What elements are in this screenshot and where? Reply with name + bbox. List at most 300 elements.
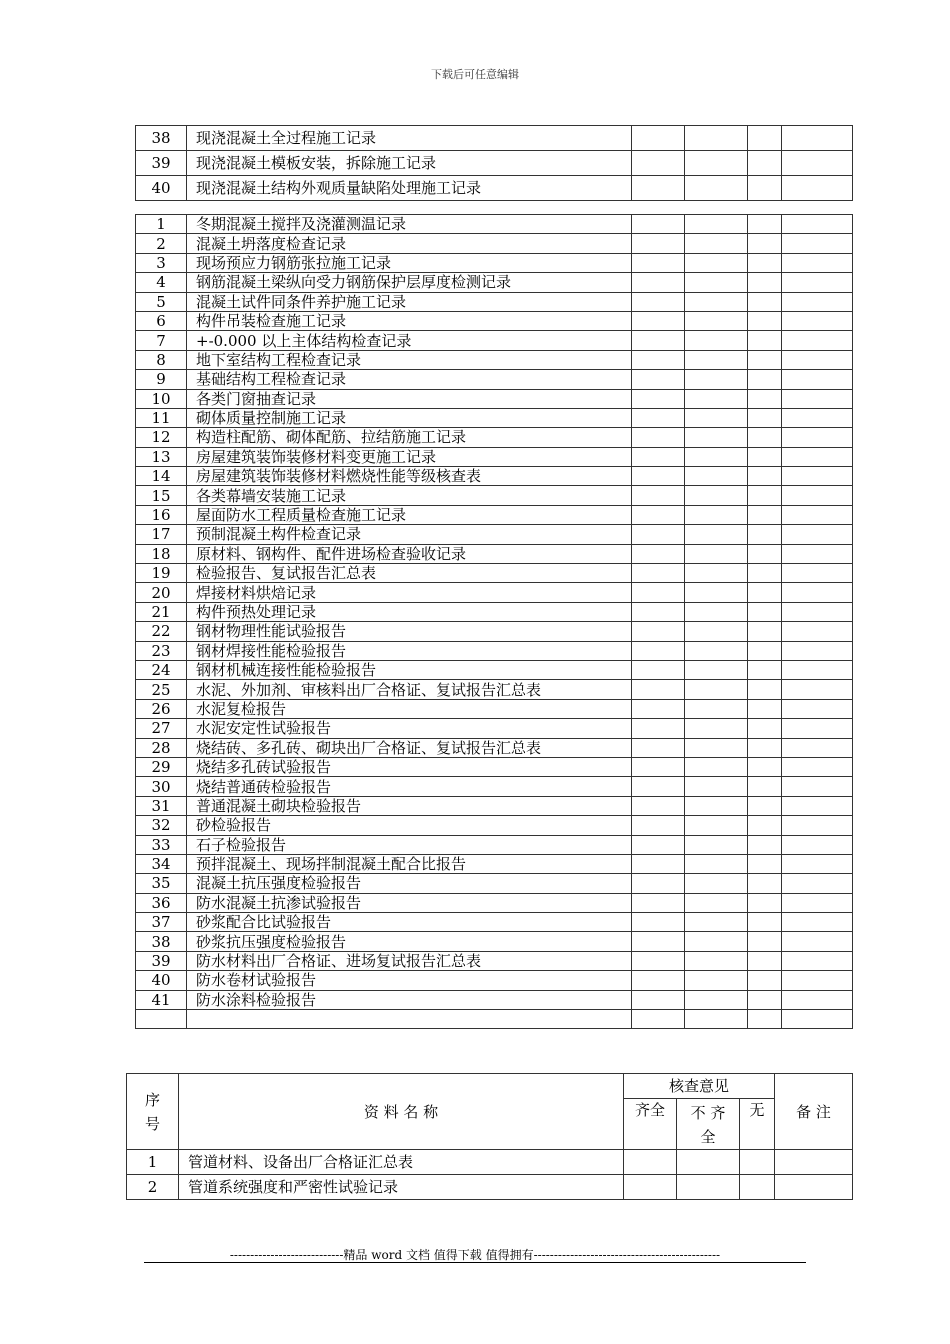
table-row (136, 874, 853, 893)
table-row (127, 1150, 853, 1175)
cell-remarks (782, 796, 853, 815)
cell-complete (632, 176, 685, 201)
row-name: 预拌混凝土、现场拌制混凝土配合比报告 (187, 854, 632, 873)
table-row (136, 525, 853, 544)
cell-complete (632, 699, 685, 718)
cell-complete (632, 719, 685, 738)
cell-remarks (782, 331, 853, 350)
row-number: 23 (136, 641, 187, 660)
cell-complete (632, 757, 685, 776)
row-name: 现浇混凝土结构外观质量缺陷处理施工记录 (187, 176, 632, 201)
cell-remarks (782, 990, 853, 1009)
cell-none (748, 777, 782, 796)
cell-none (748, 525, 782, 544)
table-row (136, 622, 853, 641)
table-row (136, 796, 853, 815)
cell-incomplete (685, 408, 748, 427)
row-number: 19 (136, 564, 187, 583)
cell-complete (632, 835, 685, 854)
cell-complete (632, 874, 685, 893)
cell-incomplete (685, 292, 748, 311)
cell-none (748, 505, 782, 524)
row-number: 20 (136, 583, 187, 602)
cell-complete (632, 215, 685, 234)
row-number: 32 (136, 816, 187, 835)
cell-none (748, 816, 782, 835)
cell-remarks (782, 660, 853, 679)
table-row (136, 583, 853, 602)
table-row (136, 660, 853, 679)
row-name: 冬期混凝土搅拌及浇灌测温记录 (187, 215, 632, 234)
row-name: 防水涂料检验报告 (187, 990, 632, 1009)
row-name: 钢材机械连接性能检验报告 (187, 660, 632, 679)
cell-incomplete (685, 971, 748, 990)
row-number: 41 (136, 990, 187, 1009)
cell-remarks (782, 893, 853, 912)
cell-incomplete (685, 951, 748, 970)
row-number: 28 (136, 738, 187, 757)
row-number: 26 (136, 699, 187, 718)
cell-incomplete (685, 1010, 748, 1029)
cell-complete (632, 467, 685, 486)
table-row (136, 273, 853, 292)
row-name: 现场预应力钢筋张拉施工记录 (187, 253, 632, 272)
cell-incomplete (685, 777, 748, 796)
table-row (136, 389, 853, 408)
row-name: 原材料、钢构件、配件进场检查验收记录 (187, 544, 632, 563)
cell-complete (632, 777, 685, 796)
row-name: 防水卷材试验报告 (187, 971, 632, 990)
table-row (136, 757, 853, 776)
table-row (136, 641, 853, 660)
cell-complete (632, 622, 685, 641)
cell-incomplete (685, 699, 748, 718)
cell-complete (632, 951, 685, 970)
cell-complete (632, 854, 685, 873)
row-name: 砌体质量控制施工记录 (187, 408, 632, 427)
row-name: 各类幕墙安装施工记录 (187, 486, 632, 505)
row-name: 砂浆抗压强度检验报告 (187, 932, 632, 951)
row-name: +-0.000 以上主体结构检查记录 (187, 331, 632, 350)
cell-incomplete (685, 835, 748, 854)
cell-remarks (782, 564, 853, 583)
header-complete: 齐全 (624, 1099, 677, 1150)
cell-none (748, 370, 782, 389)
cell-none (748, 602, 782, 621)
table-row (136, 331, 853, 350)
cell-complete (632, 641, 685, 660)
cell-incomplete (685, 331, 748, 350)
cell-remarks (782, 151, 853, 176)
cell-none (748, 757, 782, 776)
cell-remarks (782, 544, 853, 563)
cell-remarks (782, 816, 853, 835)
cell-complete (632, 816, 685, 835)
cell-complete (624, 1150, 677, 1175)
row-number: 8 (136, 350, 187, 369)
cell-complete (632, 447, 685, 466)
cell-none (748, 151, 782, 176)
cell-none (748, 564, 782, 583)
row-name: 烧结多孔砖试验报告 (187, 757, 632, 776)
row-number: 36 (136, 893, 187, 912)
cell-incomplete (685, 350, 748, 369)
cell-incomplete (685, 447, 748, 466)
table-row (136, 854, 853, 873)
cell-complete (632, 428, 685, 447)
cell-incomplete (685, 874, 748, 893)
row-number: 21 (136, 602, 187, 621)
cell-complete (632, 273, 685, 292)
row-number: 15 (136, 486, 187, 505)
row-number: 25 (136, 680, 187, 699)
cell-complete (632, 564, 685, 583)
table-row (136, 292, 853, 311)
cell-complete (632, 971, 685, 990)
header-remarks: 备 注 (775, 1074, 853, 1150)
cell-none (740, 1150, 775, 1175)
cell-incomplete (685, 234, 748, 253)
row-name: 焊接材料烘焙记录 (187, 583, 632, 602)
cell-complete (632, 990, 685, 1009)
cell-incomplete (685, 757, 748, 776)
row-name: 烧结普通砖检验报告 (187, 777, 632, 796)
row-name: 普通混凝土砌块检验报告 (187, 796, 632, 815)
cell-complete (632, 602, 685, 621)
cell-none (748, 253, 782, 272)
cell-none (748, 350, 782, 369)
row-number: 16 (136, 505, 187, 524)
cell-remarks (782, 874, 853, 893)
row-name: 构件吊装检查施工记录 (187, 311, 632, 330)
cell-complete (632, 311, 685, 330)
cell-none (748, 311, 782, 330)
cell-complete (632, 151, 685, 176)
row-number: 10 (136, 389, 187, 408)
row-number: 6 (136, 311, 187, 330)
cell-remarks (782, 699, 853, 718)
cell-remarks (782, 253, 853, 272)
records-table-part-2 (135, 214, 853, 1029)
cell-remarks (782, 408, 853, 427)
row-number: 4 (136, 273, 187, 292)
cell-incomplete (685, 544, 748, 563)
row-name: 钢筋混凝土梁纵向受力钢筋保护层厚度检测记录 (187, 273, 632, 292)
cell-incomplete (685, 602, 748, 621)
header-incomplete: 不 齐 全 (677, 1099, 740, 1150)
cell-none (748, 796, 782, 815)
row-name: 水泥、外加剂、审核料出厂合格证、复试报告汇总表 (187, 680, 632, 699)
table-row (136, 253, 853, 272)
row-name (187, 1010, 632, 1029)
cell-incomplete (677, 1150, 740, 1175)
cell-remarks (775, 1175, 853, 1200)
cell-complete (632, 505, 685, 524)
cell-incomplete (685, 641, 748, 660)
cell-remarks (782, 292, 853, 311)
row-number: 22 (136, 622, 187, 641)
cell-complete (632, 544, 685, 563)
cell-none (748, 544, 782, 563)
cell-incomplete (685, 660, 748, 679)
cell-complete (632, 408, 685, 427)
cell-incomplete (685, 126, 748, 151)
cell-none (748, 428, 782, 447)
table-row (136, 486, 853, 505)
table-row (136, 777, 853, 796)
pipeline-review-table (126, 1073, 853, 1200)
table-row (136, 370, 853, 389)
row-name: 检验报告、复试报告汇总表 (187, 564, 632, 583)
cell-remarks (782, 680, 853, 699)
row-name: 各类门窗抽查记录 (187, 389, 632, 408)
cell-incomplete (685, 622, 748, 641)
cell-none (748, 447, 782, 466)
cell-remarks (782, 350, 853, 369)
cell-none (748, 719, 782, 738)
cell-incomplete (685, 816, 748, 835)
cell-none (748, 622, 782, 641)
cell-complete (632, 389, 685, 408)
table-row (136, 350, 853, 369)
cell-remarks (782, 126, 853, 151)
cell-none (748, 176, 782, 201)
cell-remarks (782, 1010, 853, 1029)
cell-none (748, 680, 782, 699)
cell-remarks (782, 467, 853, 486)
header-seq: 序号 (127, 1074, 179, 1150)
cell-complete (632, 680, 685, 699)
cell-none (748, 467, 782, 486)
cell-incomplete (677, 1175, 740, 1200)
cell-remarks (782, 835, 853, 854)
table-row (136, 428, 853, 447)
table-row (136, 126, 853, 151)
cell-remarks (782, 273, 853, 292)
cell-none (740, 1175, 775, 1200)
cell-remarks (782, 602, 853, 621)
cell-none (748, 893, 782, 912)
cell-none (748, 215, 782, 234)
cell-remarks (782, 505, 853, 524)
cell-none (748, 273, 782, 292)
cell-remarks (782, 913, 853, 932)
cell-complete (632, 796, 685, 815)
table-row (136, 990, 853, 1009)
table-row (136, 311, 853, 330)
header-name: 资 料 名 称 (179, 1074, 624, 1150)
cell-complete (632, 738, 685, 757)
cell-incomplete (685, 913, 748, 932)
row-number: 34 (136, 854, 187, 873)
cell-none (748, 951, 782, 970)
cell-none (748, 583, 782, 602)
cell-none (748, 990, 782, 1009)
row-number: 2 (127, 1175, 179, 1200)
cell-remarks (782, 311, 853, 330)
table-row (136, 699, 853, 718)
row-name: 混凝土坍落度检查记录 (187, 234, 632, 253)
row-name: 屋面防水工程质量检查施工记录 (187, 505, 632, 524)
cell-complete (632, 1010, 685, 1029)
cell-complete (632, 525, 685, 544)
row-number: 38 (136, 932, 187, 951)
row-number: 9 (136, 370, 187, 389)
table-row (136, 215, 853, 234)
cell-complete (632, 331, 685, 350)
cell-none (748, 408, 782, 427)
cell-remarks (782, 447, 853, 466)
cell-remarks (782, 486, 853, 505)
table-row (136, 408, 853, 427)
row-name: 房屋建筑装饰装修材料燃烧性能等级核查表 (187, 467, 632, 486)
row-number (136, 1010, 187, 1029)
cell-complete (632, 932, 685, 951)
table-row (136, 544, 853, 563)
cell-incomplete (685, 151, 748, 176)
row-number: 11 (136, 408, 187, 427)
row-number: 37 (136, 913, 187, 932)
row-number: 13 (136, 447, 187, 466)
row-name: 管道材料、设备出厂合格证汇总表 (179, 1150, 624, 1175)
header-review: 核查意见 (624, 1074, 775, 1099)
cell-incomplete (685, 253, 748, 272)
table-row (136, 971, 853, 990)
row-number: 35 (136, 874, 187, 893)
cell-incomplete (685, 389, 748, 408)
row-name: 水泥复检报告 (187, 699, 632, 718)
records-table-part-1 (135, 125, 853, 201)
cell-none (748, 1010, 782, 1029)
cell-remarks (782, 525, 853, 544)
row-name: 构件预热处理记录 (187, 602, 632, 621)
cell-complete (632, 253, 685, 272)
table-row (136, 234, 853, 253)
cell-none (748, 913, 782, 932)
cell-complete (632, 292, 685, 311)
row-number: 39 (136, 951, 187, 970)
table-row (136, 505, 853, 524)
row-name: 石子检验报告 (187, 835, 632, 854)
cell-none (748, 971, 782, 990)
cell-incomplete (685, 583, 748, 602)
cell-complete (632, 370, 685, 389)
row-number: 1 (136, 215, 187, 234)
cell-incomplete (685, 467, 748, 486)
cell-none (748, 660, 782, 679)
row-name: 地下室结构工程检查记录 (187, 350, 632, 369)
cell-remarks (782, 428, 853, 447)
table-row (136, 467, 853, 486)
cell-remarks (782, 215, 853, 234)
table-row (136, 738, 853, 757)
row-name: 防水材料出厂合格证、进场复试报告汇总表 (187, 951, 632, 970)
cell-incomplete (685, 854, 748, 873)
table-row (136, 932, 853, 951)
row-number: 40 (136, 176, 187, 201)
cell-none (748, 126, 782, 151)
table-row (136, 1010, 853, 1029)
cell-remarks (782, 951, 853, 970)
row-number: 29 (136, 757, 187, 776)
row-number: 33 (136, 835, 187, 854)
row-name: 钢材焊接性能检验报告 (187, 641, 632, 660)
cell-incomplete (685, 932, 748, 951)
cell-incomplete (685, 719, 748, 738)
cell-none (748, 874, 782, 893)
row-name: 预制混凝土构件检查记录 (187, 525, 632, 544)
row-name: 房屋建筑装饰装修材料变更施工记录 (187, 447, 632, 466)
cell-incomplete (685, 505, 748, 524)
cell-none (748, 699, 782, 718)
cell-incomplete (685, 486, 748, 505)
row-number: 7 (136, 331, 187, 350)
cell-none (748, 854, 782, 873)
cell-incomplete (685, 990, 748, 1009)
cell-complete (632, 350, 685, 369)
cell-none (748, 389, 782, 408)
cell-none (748, 331, 782, 350)
cell-incomplete (685, 796, 748, 815)
cell-remarks (782, 932, 853, 951)
row-name: 防水混凝土抗渗试验报告 (187, 893, 632, 912)
table-row (136, 835, 853, 854)
row-name: 现浇混凝土全过程施工记录 (187, 126, 632, 151)
cell-complete (624, 1175, 677, 1200)
row-number: 39 (136, 151, 187, 176)
cell-incomplete (685, 311, 748, 330)
cell-complete (632, 126, 685, 151)
row-number: 38 (136, 126, 187, 151)
cell-incomplete (685, 215, 748, 234)
table-row (136, 602, 853, 621)
table-row (136, 913, 853, 932)
table-row (136, 447, 853, 466)
cell-remarks (782, 738, 853, 757)
row-number: 2 (136, 234, 187, 253)
cell-complete (632, 583, 685, 602)
cell-incomplete (685, 738, 748, 757)
row-number: 17 (136, 525, 187, 544)
cell-remarks (775, 1150, 853, 1175)
cell-complete (632, 913, 685, 932)
cell-incomplete (685, 273, 748, 292)
row-name: 烧结砖、多孔砖、砌块出厂合格证、复试报告汇总表 (187, 738, 632, 757)
cell-remarks (782, 176, 853, 201)
cell-none (748, 738, 782, 757)
table-row (136, 564, 853, 583)
table-row (136, 719, 853, 738)
table-row (127, 1175, 853, 1200)
table-row (136, 151, 853, 176)
cell-remarks (782, 971, 853, 990)
row-name: 管道系统强度和严密性试验记录 (179, 1175, 624, 1200)
row-number: 5 (136, 292, 187, 311)
footer-note: ----------------------------精品 word 文档 值得下载 值得拥有---------------------------------------------- (229, 1248, 721, 1262)
row-number: 24 (136, 660, 187, 679)
row-name: 现浇混凝土模板安装，拆除施工记录 (187, 151, 632, 176)
row-name: 混凝土抗压强度检验报告 (187, 874, 632, 893)
cell-none (748, 932, 782, 951)
cell-incomplete (685, 525, 748, 544)
cell-incomplete (685, 680, 748, 699)
cell-remarks (782, 583, 853, 602)
cell-complete (632, 893, 685, 912)
row-number: 30 (136, 777, 187, 796)
cell-remarks (782, 389, 853, 408)
cell-incomplete (685, 893, 748, 912)
row-name: 基础结构工程检查记录 (187, 370, 632, 389)
